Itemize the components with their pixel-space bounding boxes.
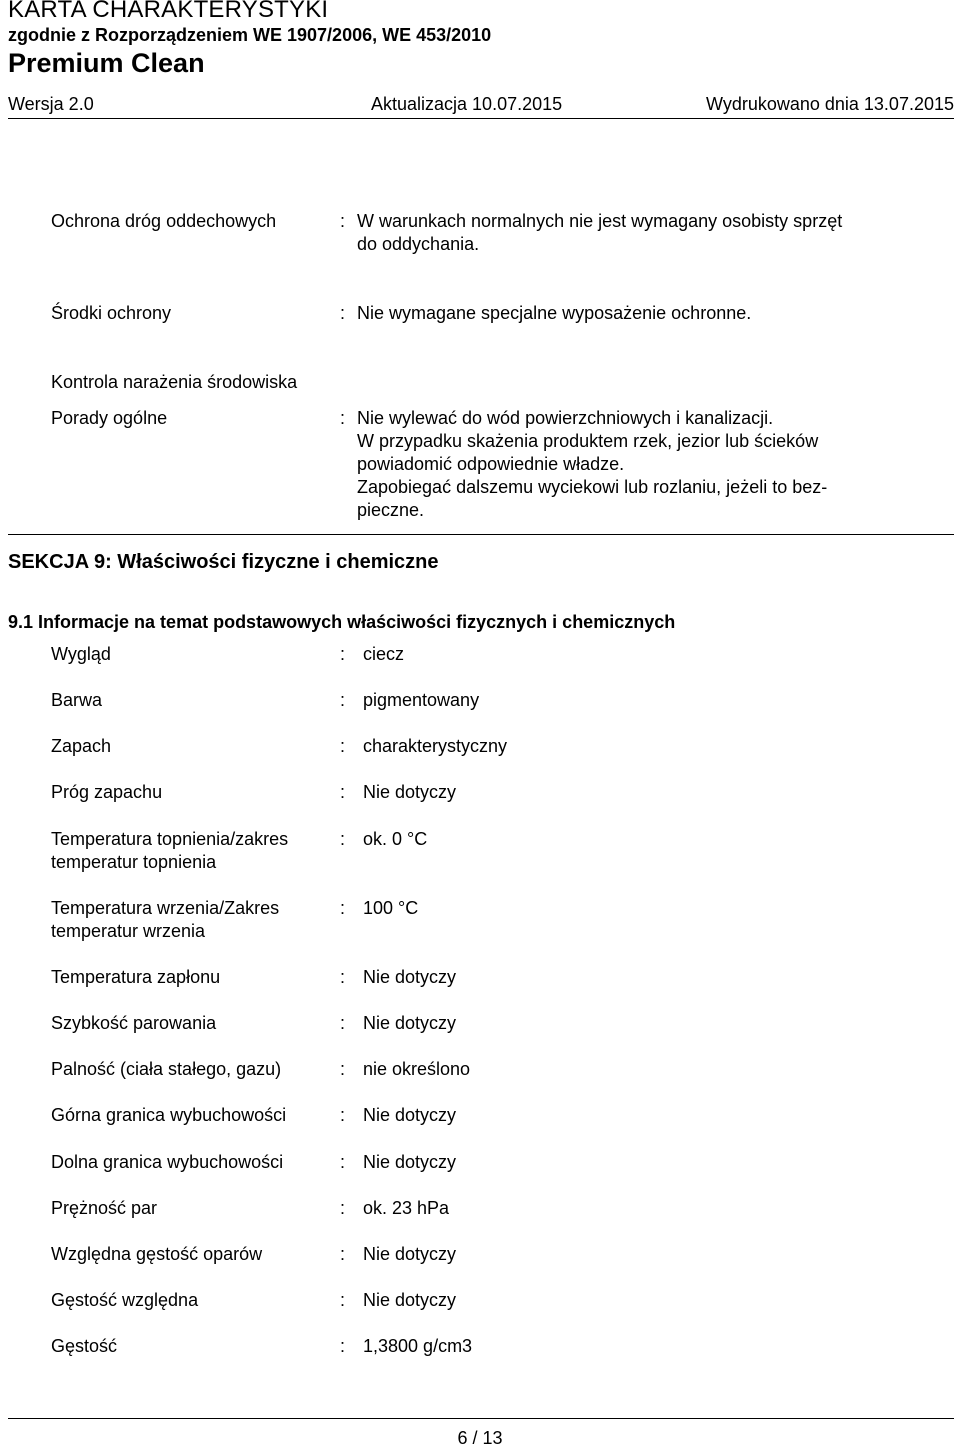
respiratory-protection-label: Ochrona dróg oddechowych xyxy=(51,211,277,231)
general-advice-line: powiadomić odpowiednie władze. xyxy=(357,454,625,474)
document-title: KARTA CHARAKTERYSTYKI xyxy=(8,0,329,23)
colon-separator: : xyxy=(340,1105,346,1125)
property-label: Gęstość xyxy=(51,1336,118,1356)
environment-heading: Kontrola narażenia środowiska xyxy=(51,372,298,392)
colon-separator: : xyxy=(340,1059,346,1079)
general-advice-line: pieczne. xyxy=(357,500,425,520)
property-value: charakterystyczny xyxy=(363,736,508,756)
colon-separator: : xyxy=(340,736,346,756)
printed-label: Wydrukowano dnia 13.07.2015 xyxy=(705,94,954,114)
colon-separator: : xyxy=(340,690,346,710)
property-label: Względna gęstość oparów xyxy=(51,1244,263,1264)
colon-separator: : xyxy=(340,1198,346,1218)
updated-label: Aktualizacja 10.07.2015 xyxy=(371,94,563,114)
property-value: pigmentowany xyxy=(363,690,480,710)
property-value: Nie dotyczy xyxy=(363,1105,457,1125)
colon-separator: : xyxy=(340,967,346,987)
colon-separator: : xyxy=(340,898,346,918)
colon-separator: : xyxy=(340,1290,346,1310)
colon-separator: : xyxy=(340,829,346,849)
colon-separator: : xyxy=(340,1013,346,1033)
property-value: Nie dotyczy xyxy=(363,1013,457,1033)
property-label: Górna granica wybuchowości xyxy=(51,1105,287,1125)
respiratory-protection-line1: W warunkach normalnych nie jest wymagany osobisty sprzęt xyxy=(357,211,843,231)
property-label: Prężność par xyxy=(51,1198,158,1218)
colon-separator: : xyxy=(340,303,346,323)
property-label: Zapach xyxy=(51,736,112,756)
product-name: Premium Clean xyxy=(8,48,205,78)
property-value: nie określono xyxy=(363,1059,471,1079)
document-meta xyxy=(8,94,954,116)
regulation-reference: zgodnie z Rozporządzeniem WE 1907/2006, WE 453/2010 xyxy=(8,25,492,45)
section-9-heading: SEKCJA 9: Właściwości fizyczne i chemiczne xyxy=(8,551,439,573)
colon-separator: : xyxy=(340,408,346,428)
property-label: temperatur wrzenia xyxy=(51,921,206,941)
property-value: 100 °C xyxy=(363,898,419,918)
property-value: Nie dotyczy xyxy=(363,1244,457,1264)
property-value: ciecz xyxy=(363,644,405,664)
property-value: ok. 23 hPa xyxy=(363,1198,450,1218)
general-advice-line: W przypadku skażenia produktem rzek, jezior lub ścieków xyxy=(357,431,819,451)
property-label: Palność (ciała stałego, gazu) xyxy=(51,1059,282,1079)
general-advice-line: Nie wylewać do wód powierzchniowych i kanalizacji. xyxy=(357,408,774,428)
section-9-1-heading: 9.1 Informacje na temat podstawowych właściwości fizycznych i chemicznych xyxy=(8,612,676,632)
section-divider xyxy=(8,534,954,535)
respiratory-protection-line2: do oddychania. xyxy=(357,234,480,254)
property-value: Nie dotyczy xyxy=(363,782,457,802)
protective-measures-label: Środki ochrony xyxy=(51,303,172,323)
property-label: Temperatura zapłonu xyxy=(51,967,221,987)
property-value: Nie dotyczy xyxy=(363,967,457,987)
property-label: Barwa xyxy=(51,690,103,710)
colon-separator: : xyxy=(340,1152,346,1172)
property-label: temperatur topnienia xyxy=(51,852,217,872)
property-label: Szybkość parowania xyxy=(51,1013,217,1033)
property-value: Nie dotyczy xyxy=(363,1152,457,1172)
property-label: Dolna granica wybuchowości xyxy=(51,1152,284,1172)
colon-separator: : xyxy=(340,1244,346,1264)
property-label: Wygląd xyxy=(51,644,111,664)
property-value: 1,3800 g/cm3 xyxy=(363,1336,473,1356)
general-advice-line: Zapobiegać dalszemu wyciekowi lub rozlaniu, jeżeli to bez- xyxy=(357,477,828,497)
colon-separator: : xyxy=(340,644,346,664)
protective-measures-value: Nie wymagane specjalne wyposażenie ochronne. xyxy=(357,303,752,323)
footer-divider xyxy=(8,1418,954,1419)
property-value: ok. 0 °C xyxy=(363,829,428,849)
property-label: Temperatura topnienia/zakres xyxy=(51,829,289,849)
property-label: Gęstość względna xyxy=(51,1290,199,1310)
general-advice-label: Porady ogólne xyxy=(51,408,168,428)
colon-separator: : xyxy=(340,782,346,802)
property-value: Nie dotyczy xyxy=(363,1290,457,1310)
page-number: 6 / 13 xyxy=(457,1428,503,1448)
version-label: Wersja 2.0 xyxy=(8,94,94,114)
property-label: Temperatura wrzenia/Zakres xyxy=(51,898,280,918)
colon-separator: : xyxy=(340,1336,346,1356)
colon-separator: : xyxy=(340,211,346,231)
header-divider xyxy=(8,118,954,119)
property-label: Próg zapachu xyxy=(51,782,163,802)
